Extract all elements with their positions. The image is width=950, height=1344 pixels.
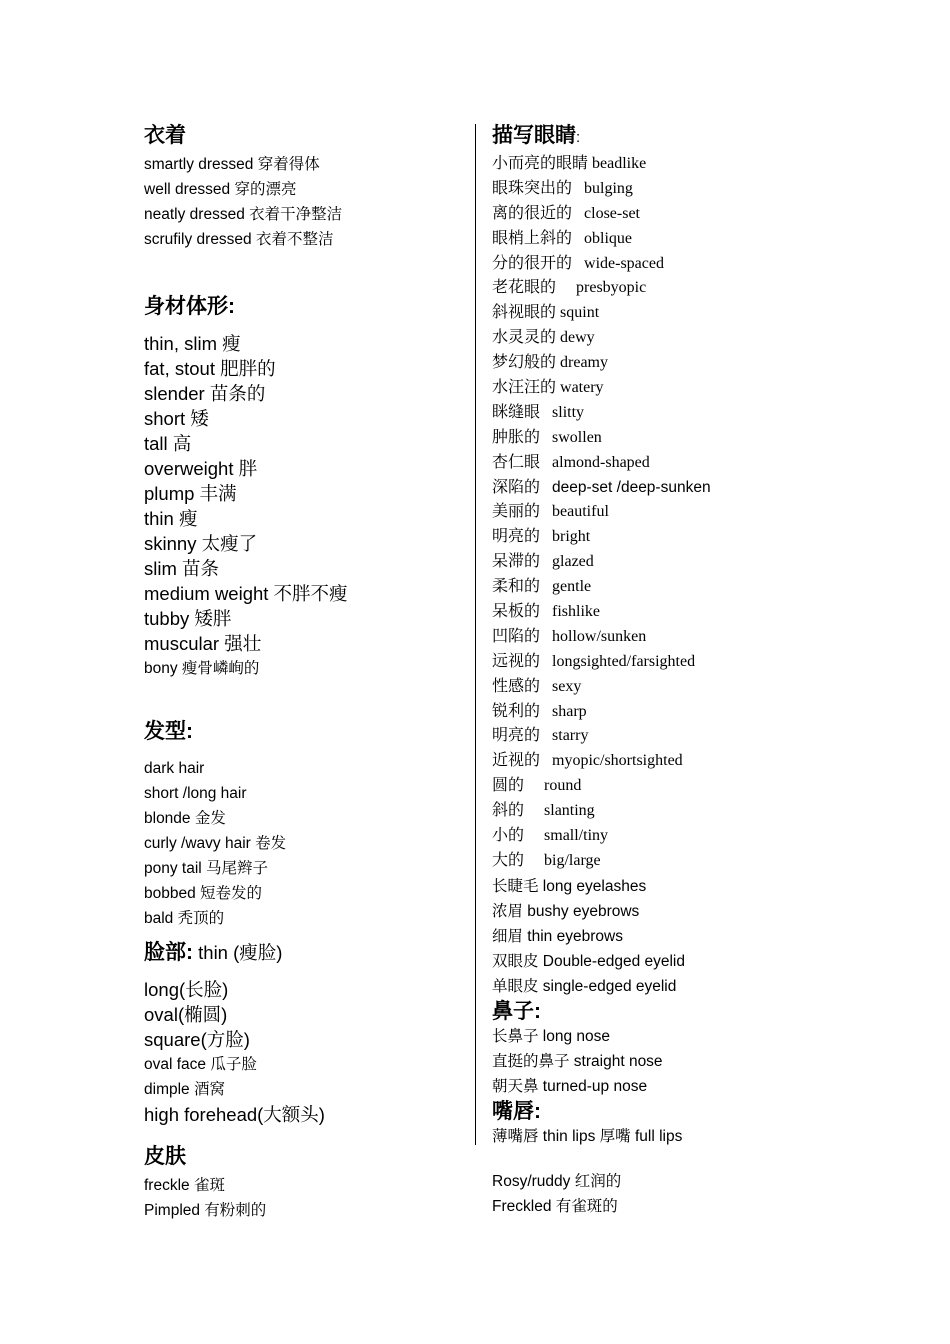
eye-term-row (492, 724, 892, 749)
eye-term-english: watery (560, 379, 604, 397)
eye-term-chinese: 分的很开的 (492, 254, 573, 272)
eye-term-chinese: 老花眼的 (492, 279, 557, 297)
eye-term-row (492, 276, 892, 301)
list-item: bald 秃顶的 (144, 910, 225, 927)
eye-term-chinese: 性感的 (492, 677, 541, 695)
eye-term-chinese: 明亮的 (492, 528, 541, 546)
eye-term-english: small/tiny (544, 827, 609, 845)
eye-term-chinese: 凹陷的 (492, 627, 541, 645)
list-item: plump 丰满 (144, 483, 237, 504)
eye-term-row (492, 351, 892, 376)
eye-term-english: starry (552, 727, 589, 745)
list-item: neatly dressed 衣着干净整洁 (144, 206, 343, 223)
eye-term-chinese: 离的很近的 (492, 204, 573, 222)
eye-term-row (492, 177, 892, 202)
eye-term-row (492, 152, 892, 177)
eye-term-chinese: 小的 (492, 827, 525, 845)
eye-term-row (492, 600, 892, 625)
eye-term-english: bright (552, 528, 591, 546)
hair-list (144, 756, 464, 931)
eye-term-chinese: 美丽的 (492, 503, 541, 521)
eye-term-english: glazed (552, 553, 594, 571)
list-item: dimple 酒窝 (144, 1081, 225, 1098)
list-item: high forehead(大额头) (144, 1104, 325, 1125)
eye-term-english: deep-set /deep-sunken (552, 478, 711, 496)
eye-term-row (492, 675, 892, 700)
eye-term-english: slanting (544, 802, 595, 820)
eye-term-chinese: 眼珠突出的 (492, 179, 573, 197)
eyes-heading-title: 描写眼睛 (492, 124, 576, 147)
list-item: 直挺的鼻子 straight nose (492, 1052, 663, 1070)
eye-term-chinese: 近视的 (492, 752, 541, 770)
eye-term-english: bulging (584, 179, 633, 197)
eye-term-row (492, 451, 892, 476)
list-item: thin, slim 瘦 (144, 333, 241, 354)
list-item: skinny 太瘦了 (144, 533, 258, 554)
eye-term-chinese: 明亮的 (492, 727, 541, 745)
skin-heading: 皮肤 (144, 1145, 186, 1168)
list-item: blonde 金发 (144, 810, 226, 827)
eye-term-row (492, 650, 892, 675)
eye-term-row (492, 525, 892, 550)
figure-list (144, 331, 464, 681)
eye-term-row (492, 774, 892, 799)
list-item: tubby 矮胖 (144, 608, 232, 629)
clothing-list (144, 152, 464, 252)
list-item: curly /wavy hair 卷发 (144, 835, 287, 852)
face-heading-title: 脸部: (144, 941, 193, 964)
eye-term-english: oblique (584, 229, 633, 247)
eye-term-english: hollow/sunken (552, 627, 647, 645)
face-heading (144, 937, 464, 969)
eye-term-chinese: 柔和的 (492, 578, 541, 596)
list-item: 长睫毛 long eyelashes (492, 877, 647, 895)
eye-term-chinese: 斜视眼的 (492, 304, 557, 322)
eye-term-row (492, 252, 892, 277)
list-item: medium weight 不胖不瘦 (144, 583, 348, 604)
eye-term-row (492, 550, 892, 575)
eye-term-english: close-set (584, 204, 640, 222)
eye-term-english: swollen (552, 428, 602, 446)
list-item: tall 高 (144, 433, 192, 454)
list-item: thin 瘦 (144, 508, 198, 529)
list-item: bobbed 短卷发的 (144, 885, 263, 902)
eye-term-english: gentle (552, 578, 592, 596)
eye-term-english: almond-shaped (552, 453, 650, 471)
eye-term-chinese: 锐利的 (492, 702, 541, 720)
eye-term-row (492, 202, 892, 227)
list-item: overweight 胖 (144, 458, 258, 479)
eye-term-row (492, 575, 892, 600)
list-item: well dressed 穿的漂亮 (144, 181, 297, 198)
list-item: Rosy/ruddy 红润的 (492, 1173, 622, 1190)
eyes-extra-list (492, 874, 892, 999)
eye-term-english: beadlike (592, 155, 647, 172)
skin-section-left (144, 1145, 267, 1223)
eye-term-row (492, 227, 892, 252)
eyes-heading (492, 120, 892, 152)
list-item: short 矮 (144, 408, 209, 429)
eye-term-row (492, 401, 892, 426)
eye-term-chinese: 小而亮的眼睛 (492, 155, 589, 172)
lips-heading: 嘴唇: (492, 1099, 541, 1123)
list-item: Pimpled 有粉刺的 (144, 1202, 267, 1219)
eye-term-english: dewy (560, 329, 595, 347)
hair-heading: 发型: (144, 720, 193, 743)
list-item: 单眼皮 single-edged eyelid (492, 977, 677, 995)
list-item: Freckled 有雀斑的 (492, 1198, 618, 1215)
eye-term-chinese: 梦幻般的 (492, 354, 557, 372)
eye-term-english: squint (560, 304, 600, 322)
skin-section-right (492, 1169, 621, 1219)
eye-term-english: round (544, 777, 582, 795)
eye-term-chinese: 深陷的 (492, 478, 541, 496)
list-item: fat, stout 肥胖的 (144, 358, 276, 379)
eye-term-chinese: 杏仁眼 (492, 453, 541, 471)
nose-list (492, 1024, 892, 1099)
eye-term-chinese: 呆滞的 (492, 553, 541, 571)
face-heading-note: thin (瘦脸) (193, 942, 283, 963)
eye-term-chinese: 眼梢上斜的 (492, 229, 573, 247)
list-item: 浓眉 bushy eyebrows (492, 902, 640, 920)
eye-term-row (492, 700, 892, 725)
eye-term-row (492, 625, 892, 650)
eye-term-row (492, 376, 892, 401)
list-item: 朝天鼻 turned-up nose (492, 1077, 648, 1095)
eye-term-row (492, 799, 892, 824)
figure-heading: 身材体形: (144, 295, 235, 318)
list-item: 双眼皮 Double-edged eyelid (492, 952, 685, 970)
column-divider (475, 124, 476, 1145)
list-item: bony 瘦骨嶙峋的 (144, 660, 260, 677)
eye-term-chinese: 水灵灵的 (492, 329, 557, 347)
list-item: freckle 雀斑 (144, 1177, 225, 1194)
face-list (144, 977, 464, 1127)
eye-term-english: fishlike (552, 603, 601, 621)
list-item: square(方脸) (144, 1029, 250, 1050)
eye-term-chinese: 大的 (492, 851, 525, 869)
list-item: oval(椭圆) (144, 1004, 228, 1025)
clothing-heading: 衣着 (144, 124, 186, 147)
eye-term-row (492, 476, 892, 501)
list-item: oval face 瓜子脸 (144, 1056, 257, 1073)
eye-term-chinese: 水汪汪的 (492, 379, 557, 397)
eye-term-english: sexy (552, 677, 582, 695)
list-item: long(长脸) (144, 979, 229, 1000)
list-item: 薄嘴唇 thin lips 厚嘴 full lips (492, 1127, 683, 1145)
list-item: pony tail 马尾辫子 (144, 860, 269, 877)
eye-term-chinese: 远视的 (492, 652, 541, 670)
eye-term-row (492, 500, 892, 525)
eyes-heading-colon: : (576, 129, 581, 146)
eye-term-english: sharp (552, 702, 587, 720)
eye-term-english: wide-spaced (584, 254, 664, 272)
eye-term-chinese: 眯缝眼 (492, 403, 541, 421)
list-item: slender 苗条的 (144, 383, 266, 404)
eye-term-chinese: 呆板的 (492, 603, 541, 621)
eye-term-row (492, 301, 892, 326)
lips-list (492, 1124, 892, 1149)
list-item: 长鼻子 long nose (492, 1027, 611, 1045)
eye-term-row (492, 824, 892, 849)
eye-term-english: big/large (544, 851, 601, 869)
eye-term-row (492, 749, 892, 774)
list-item: 细眉 thin eyebrows (492, 927, 623, 945)
list-item: scrufily dressed 衣着不整洁 (144, 231, 334, 248)
eye-term-english: dreamy (560, 354, 608, 372)
eye-term-english: beautiful (552, 503, 609, 521)
eye-term-row (492, 849, 892, 874)
eye-term-chinese: 肿胀的 (492, 428, 541, 446)
list-item: muscular 强壮 (144, 633, 262, 654)
eye-term-chinese: 斜的 (492, 802, 525, 820)
list-item: dark hair (144, 760, 205, 777)
eye-term-english: slitty (552, 403, 585, 421)
left-column (144, 120, 464, 1127)
list-item: short /long hair (144, 785, 247, 802)
eyes-list (492, 152, 892, 874)
list-item: smartly dressed 穿着得体 (144, 156, 320, 173)
eye-term-english: presbyopic (576, 279, 647, 297)
eye-term-row (492, 326, 892, 351)
right-column (492, 120, 892, 1149)
nose-heading: 鼻子: (492, 999, 541, 1023)
eye-term-english: longsighted/farsighted (552, 652, 696, 670)
eye-term-row (492, 426, 892, 451)
list-item: slim 苗条 (144, 558, 220, 579)
eye-term-chinese: 圆的 (492, 777, 525, 795)
eye-term-english: myopic/shortsighted (552, 752, 683, 770)
